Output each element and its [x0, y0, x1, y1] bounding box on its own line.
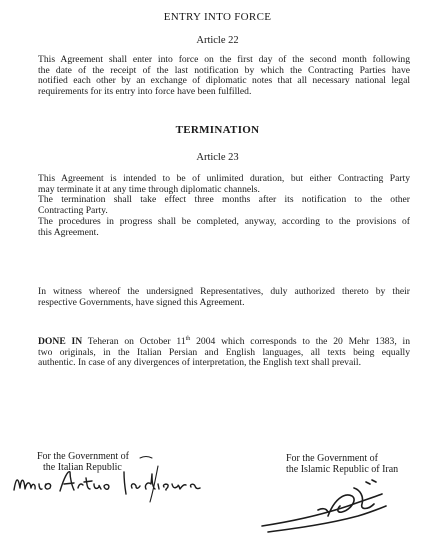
text-line: authentic. In case of any divergences of interpretation, the English text shall prevail. — [38, 357, 361, 369]
done-in-text — [38, 337, 410, 369]
text-line: two originals, in the Italian Persian and English languages, all texts being equally — [38, 346, 410, 358]
signatory-iran-line2: the Islamic Republic of Iran — [286, 464, 399, 475]
text-line: this Agreement. — [38, 226, 99, 238]
article-22-text — [38, 55, 410, 98]
text-line: may terminate it at any time through diplomatic channels. — [38, 183, 260, 195]
text-line: Contracting Party. — [38, 205, 108, 217]
article-23-text — [38, 174, 410, 238]
text-line: The termination shall take effect three months after its notification to the other — [38, 194, 410, 206]
text-line: respective Governments, have signed this Agreement. — [38, 296, 245, 308]
heading-entry-into-force: ENTRY INTO FORCE — [163, 11, 272, 23]
text-line: DONE IN Teheran on October 11th 2004 which corresponds to the 20 Mehr 1383, in — [38, 336, 410, 347]
signature-iran — [258, 470, 408, 540]
article-23-title: Article 23 — [196, 152, 239, 163]
text-line: In witness whereof the undersigned Representatives, duly authorized thereto by their — [38, 286, 410, 297]
text-line: The procedures in progress shall be completed, anyway, according to the provisions of — [38, 215, 410, 227]
text-line: notified each other by an exchange of diplomatic notes that all necessary national legal — [38, 75, 410, 87]
text-line: requirements for its entry into force have been fulfilled. — [38, 86, 252, 98]
signatory-italy-line1: For the Government of — [37, 451, 129, 462]
signature-italy — [8, 448, 213, 508]
done-in-label: DONE IN — [38, 336, 83, 347]
text-line: the date of the receipt of the last notification by which the Contracting Parties have — [38, 64, 410, 76]
text-line: This Agreement is intended to be of unlimited duration, but either Contracting Party — [38, 173, 410, 184]
text-line: This Agreement shall enter into force on the first day of the second month following — [38, 54, 410, 65]
article-22-title: Article 22 — [196, 35, 239, 46]
heading-termination: TERMINATION — [175, 124, 260, 136]
witness-text — [38, 287, 410, 308]
signatory-italy-line2: the Italian Republic — [43, 462, 122, 473]
signatory-iran-line1: For the Government of — [286, 453, 378, 464]
